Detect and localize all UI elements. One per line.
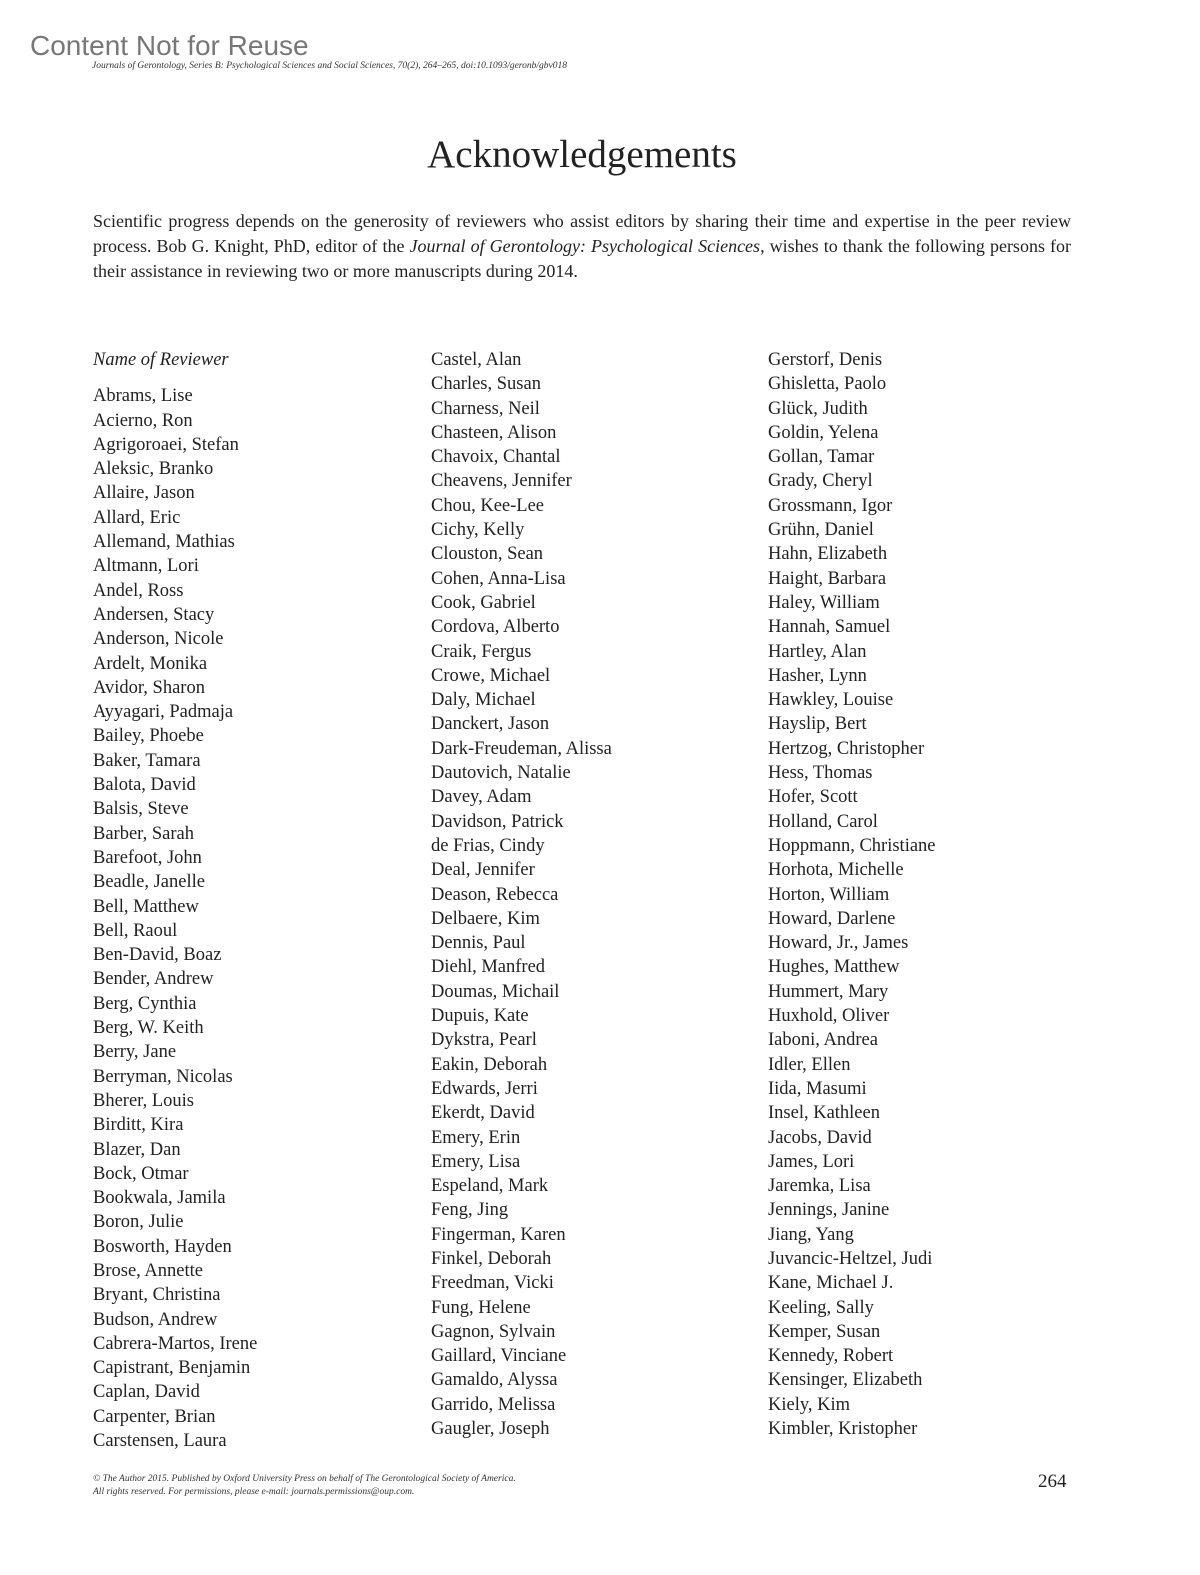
- reviewer-name: Cook, Gabriel: [431, 592, 536, 613]
- reviewer-name: Hawkley, Louise: [768, 690, 894, 711]
- reviewer-name: Brose, Annette: [93, 1260, 203, 1281]
- reviewer-name: Cohen, Anna-Lisa: [431, 568, 566, 589]
- reviewer-name: Fingerman, Karen: [431, 1224, 566, 1245]
- reviewer-name: Berry, Jane: [93, 1042, 177, 1063]
- page-number: 264: [1038, 1471, 1067, 1492]
- reviewer-name: James, Lori: [768, 1151, 855, 1172]
- reviewer-column-3: [768, 348, 936, 1441]
- footer-line-1: © The Author 2015. Published by Oxford University Press on behalf of The Gerontological Society of America.: [93, 1474, 516, 1484]
- reviewer-name: Kane, Michael J.: [768, 1273, 894, 1294]
- reviewer-name: Davidson, Patrick: [431, 811, 564, 832]
- reviewer-name: Jaremka, Lisa: [768, 1176, 871, 1197]
- reviewer-name: Ayyagari, Padmaja: [93, 702, 234, 723]
- reviewer-name: Juvancic-Heltzel, Judi: [768, 1248, 933, 1269]
- reviewer-name: Blazer, Dan: [93, 1139, 181, 1160]
- reviewer-name: Howard, Jr., James: [768, 933, 909, 954]
- reviewer-name: Andersen, Stacy: [93, 604, 215, 625]
- reviewer-name: Finkel, Deborah: [431, 1248, 552, 1269]
- reviewer-name: Dennis, Paul: [431, 933, 526, 954]
- intro-text-1: Scientific progress depends on the generosity of reviewers who assist editors by sharing their time and expertise in the peer review process. Bob G. Knight, PhD, editor of the: [93, 211, 1071, 256]
- reviewer-name: Hahn, Elizabeth: [768, 544, 888, 565]
- reviewer-name: Castel, Alan: [431, 350, 522, 370]
- reviewer-name: Idler, Ellen: [768, 1054, 851, 1075]
- reviewer-name: Haley, William: [768, 592, 880, 613]
- reviewer-name: Hess, Thomas: [768, 763, 873, 784]
- reviewer-name: Iaboni, Andrea: [768, 1030, 878, 1051]
- reviewer-name: Bosworth, Hayden: [93, 1236, 232, 1257]
- reviewer-name: Insel, Kathleen: [768, 1103, 880, 1124]
- reviewer-name: Berryman, Nicolas: [93, 1066, 233, 1087]
- reviewer-name: Aleksic, Branko: [93, 459, 214, 480]
- reviewer-name: Grady, Cheryl: [768, 471, 873, 492]
- reviewer-name: Carstensen, Laura: [93, 1431, 227, 1452]
- reviewer-name: Kemper, Susan: [768, 1321, 881, 1342]
- reviewer-name: Anderson, Nicole: [93, 629, 224, 650]
- reviewer-name: Hummert, Mary: [768, 981, 889, 1002]
- reviewer-name: Jacobs, David: [768, 1127, 872, 1148]
- reviewer-name: Davey, Adam: [431, 787, 532, 808]
- reviewer-name: Hartley, Alan: [768, 641, 867, 662]
- reviewer-name: Hertzog, Christopher: [768, 738, 925, 759]
- reviewer-name: Gaugler, Joseph: [431, 1419, 550, 1440]
- reviewer-name: Delbaere, Kim: [431, 908, 540, 929]
- reviewer-name: Craik, Fergus: [431, 641, 532, 662]
- reviewer-name: Jiang, Yang: [768, 1224, 854, 1245]
- reviewer-name: Chavoix, Chantal: [431, 447, 561, 468]
- reviewer-name: Cheavens, Jennifer: [431, 471, 572, 492]
- reviewer-name: Charness, Neil: [431, 398, 540, 419]
- reviewer-name: Danckert, Jason: [431, 714, 550, 735]
- reviewer-name: Gerstorf, Denis: [768, 350, 883, 370]
- reviewer-name: Ardelt, Monika: [93, 653, 208, 674]
- reviewer-name: Andel, Ross: [93, 580, 184, 601]
- reviewer-name: Berg, Cynthia: [93, 993, 197, 1014]
- reviewer-name: Capistrant, Benjamin: [93, 1358, 251, 1379]
- reviewer-name: Cichy, Kelly: [431, 520, 525, 541]
- reviewer-name: Fung, Helene: [431, 1297, 531, 1318]
- reviewer-name: Kiely, Kim: [768, 1394, 851, 1415]
- reviewer-name: Dautovich, Natalie: [431, 763, 571, 784]
- reviewer-name: Bell, Raoul: [93, 920, 178, 941]
- reviewer-name: Berg, W. Keith: [93, 1018, 204, 1039]
- page-title: Acknowledgements: [427, 133, 737, 176]
- reviewer-name: Allard, Eric: [93, 507, 181, 528]
- reviewer-name: Kimbler, Kristopher: [768, 1419, 918, 1440]
- reviewer-name: Abrams, Lise: [93, 386, 193, 407]
- reviewer-name: Gaillard, Vinciane: [431, 1346, 567, 1367]
- reviewer-name: Acierno, Ron: [93, 410, 193, 431]
- reviewer-name: Allemand, Mathias: [93, 532, 235, 553]
- reviewer-name: Hayslip, Bert: [768, 714, 867, 735]
- reviewer-name: Altmann, Lori: [93, 556, 199, 577]
- reviewer-name: Cordova, Alberto: [431, 617, 560, 638]
- reviewer-name: Emery, Lisa: [431, 1151, 521, 1172]
- reviewer-name: Hoppmann, Christiane: [768, 835, 936, 856]
- reviewer-name: Hughes, Matthew: [768, 957, 900, 978]
- column-header: Name of Reviewer: [93, 350, 229, 370]
- reviewer-name: Glück, Judith: [768, 398, 868, 419]
- footer-line-2: All rights reserved. For permissions, please e-mail: journals.permissions@oup.com.: [93, 1487, 415, 1497]
- reviewer-name: Barefoot, John: [93, 847, 202, 868]
- reviewer-name: Avidor, Sharon: [93, 677, 205, 698]
- reviewer-name: Dark-Freudeman, Alissa: [431, 738, 612, 759]
- reviewer-name: de Frias, Cindy: [431, 835, 545, 856]
- reviewer-column-2: [431, 348, 612, 1441]
- reviewer-name: Bailey, Phoebe: [93, 726, 204, 747]
- reviewer-name: Daly, Michael: [431, 690, 536, 711]
- reviewer-name: Hofer, Scott: [768, 787, 858, 808]
- reviewer-name: Dykstra, Pearl: [431, 1030, 537, 1051]
- reviewer-name: Barber, Sarah: [93, 823, 194, 844]
- reviewer-name: Emery, Erin: [431, 1127, 521, 1148]
- reviewer-name: Feng, Jing: [431, 1200, 509, 1221]
- reviewer-name: Freedman, Vicki: [431, 1273, 554, 1294]
- reviewer-name: Holland, Carol: [768, 811, 878, 832]
- reviewer-name: Keeling, Sally: [768, 1297, 874, 1318]
- reviewer-name: Agrigoroaei, Stefan: [93, 434, 239, 455]
- reviewer-name: Balota, David: [93, 775, 196, 796]
- reviewer-name: Cabrera-Martos, Irene: [93, 1333, 258, 1354]
- reviewer-name: Chou, Kee-Lee: [431, 495, 545, 516]
- reviewer-column-1: [93, 348, 257, 1453]
- reviewer-name: Horhota, Michelle: [768, 860, 904, 881]
- reviewer-name: Carpenter, Brian: [93, 1406, 216, 1427]
- reviewer-name: Gamaldo, Alyssa: [431, 1370, 558, 1391]
- reviewer-name: Deason, Rebecca: [431, 884, 559, 905]
- reviewer-name: Grossmann, Igor: [768, 495, 893, 516]
- reviewer-name: Ekerdt, David: [431, 1103, 535, 1124]
- reviewer-name: Diehl, Manfred: [431, 957, 546, 978]
- copyright-footer: [93, 1473, 516, 1499]
- reviewer-name: Beadle, Janelle: [93, 872, 205, 893]
- intro-paragraph: [93, 209, 1071, 284]
- reviewer-name: Horton, William: [768, 884, 890, 905]
- reviewer-name: Bherer, Louis: [93, 1090, 194, 1111]
- journal-name: Journal of Gerontology: Psychological Sciences: [409, 236, 761, 256]
- reviewer-name: Bell, Matthew: [93, 896, 199, 917]
- reviewer-name: Garrido, Melissa: [431, 1394, 556, 1415]
- reviewer-name: Dupuis, Kate: [431, 1006, 529, 1027]
- reviewer-name: Espeland, Mark: [431, 1176, 549, 1197]
- reviewer-name: Gagnon, Sylvain: [431, 1321, 556, 1342]
- reviewer-name: Balsis, Steve: [93, 799, 189, 820]
- reviewer-name: Kensinger, Elizabeth: [768, 1370, 923, 1391]
- reviewer-name: Chasteen, Alison: [431, 422, 557, 443]
- reviewer-name: Bookwala, Jamila: [93, 1188, 226, 1209]
- reviewer-name: Jennings, Janine: [768, 1200, 890, 1221]
- reviewer-name: Charles, Susan: [431, 374, 541, 395]
- reviewer-name: Crowe, Michael: [431, 665, 551, 686]
- reviewer-name: Doumas, Michail: [431, 981, 560, 1002]
- watermark: Content Not for Reuse: [30, 30, 309, 61]
- reviewer-name: Haight, Barbara: [768, 568, 887, 589]
- reviewer-name: Iida, Masumi: [768, 1078, 867, 1099]
- reviewer-name: Hasher, Lynn: [768, 665, 867, 686]
- reviewer-name: Bryant, Christina: [93, 1285, 221, 1306]
- reviewer-name: Clouston, Sean: [431, 544, 544, 565]
- reviewer-name: Baker, Tamara: [93, 750, 201, 771]
- reviewer-name: Ghisletta, Paolo: [768, 374, 887, 395]
- reviewer-name: Howard, Darlene: [768, 908, 896, 929]
- reviewer-name: Grühn, Daniel: [768, 520, 874, 541]
- reviewer-name: Allaire, Jason: [93, 483, 195, 504]
- reviewer-name: Boron, Julie: [93, 1212, 184, 1233]
- reviewer-name: Bock, Otmar: [93, 1163, 189, 1184]
- reviewer-name: Eakin, Deborah: [431, 1054, 548, 1075]
- reviewer-name: Edwards, Jerri: [431, 1078, 538, 1099]
- reviewer-name: Huxhold, Oliver: [768, 1006, 890, 1027]
- reviewer-name: Birditt, Kira: [93, 1115, 184, 1136]
- reviewer-name: Kennedy, Robert: [768, 1346, 894, 1367]
- reviewer-name: Hannah, Samuel: [768, 617, 891, 638]
- journal-citation: Journals of Gerontology, Series B: Psychological Sciences and Social Sciences, 70(2), 264–265, doi:10.1093/geronb/gbv018: [92, 61, 567, 71]
- reviewer-name: Goldin, Yelena: [768, 422, 879, 443]
- reviewer-name: Caplan, David: [93, 1382, 200, 1403]
- reviewer-name: Deal, Jennifer: [431, 860, 535, 881]
- intro-text-2: , wishes to thank the following persons for their assistance in reviewing two or more manuscripts during 2014.: [93, 236, 1072, 281]
- reviewer-name: Budson, Andrew: [93, 1309, 218, 1330]
- reviewer-name: Gollan, Tamar: [768, 447, 875, 468]
- reviewer-name: Ben-David, Boaz: [93, 945, 222, 966]
- reviewer-name: Bender, Andrew: [93, 969, 214, 990]
